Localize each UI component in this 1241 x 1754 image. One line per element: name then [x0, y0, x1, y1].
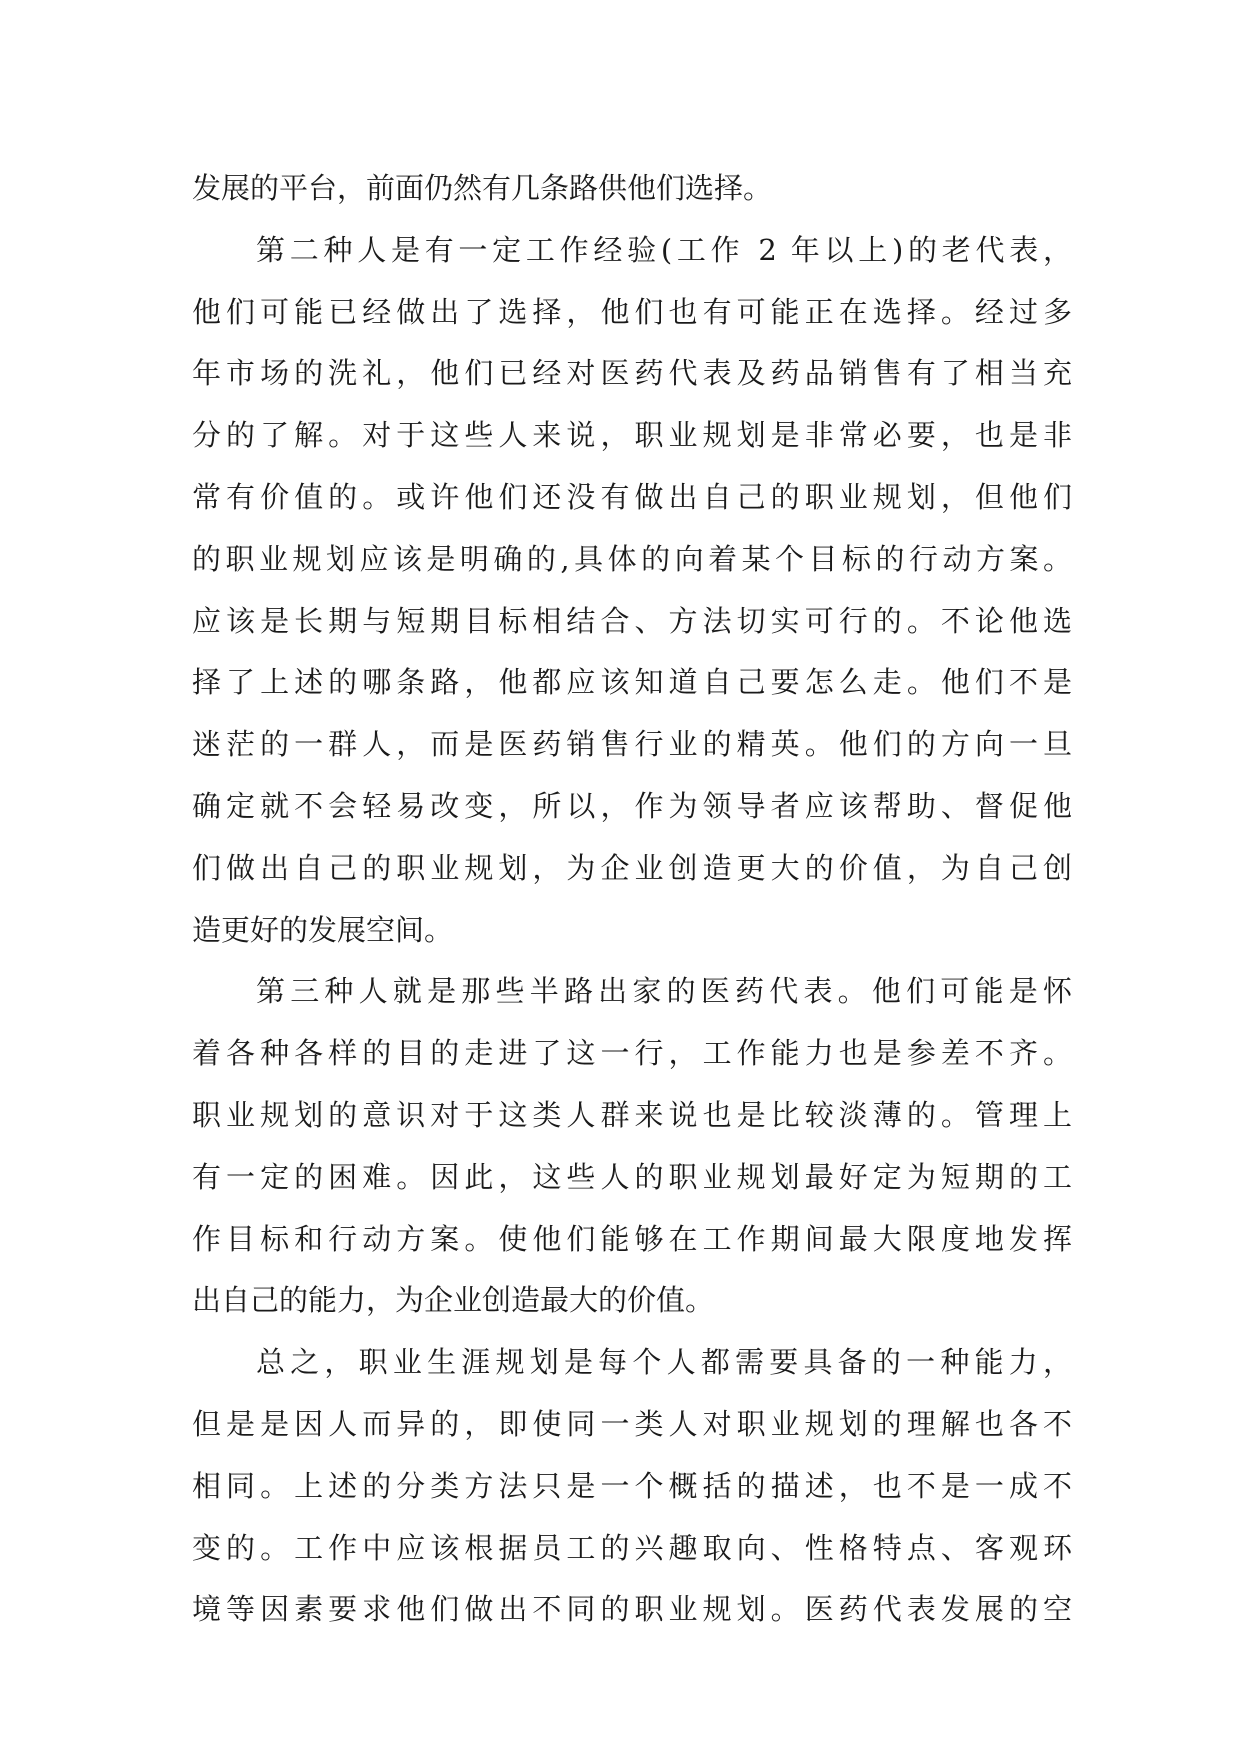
text-line: 有一定的困难。因此，这些人的职业规划最好定为短期的工	[192, 1159, 1072, 1194]
text-line: 他们可能已经做出了选择，他们也有可能正在选择。经过多	[192, 294, 1072, 329]
text-line: 迷茫的一群人，而是医药销售行业的精英。他们的方向一旦	[192, 727, 1072, 762]
body-text	[192, 158, 1072, 1641]
text-line: 职业规划的意识对于这类人群来说也是比较淡薄的。管理上	[192, 1097, 1072, 1132]
text-line: 出自己的能力，为企业创造最大的价值。	[192, 1283, 715, 1318]
text-line: 们做出自己的职业规划，为企业创造更大的价值，为自己创	[192, 850, 1072, 885]
text-line: 变的。工作中应该根据员工的兴趣取向、性格特点、客观环	[192, 1530, 1072, 1565]
text-line: 总之，职业生涯规划是每个人都需要具备的一种能力，	[256, 1345, 1072, 1380]
text-line: 发展的平台，前面仍然有几条路供他们选择。	[192, 171, 773, 205]
text-line: 相同。上述的分类方法只是一个概括的描述，也不是一成不	[192, 1468, 1072, 1503]
text-line: 年市场的洗礼，他们已经对医药代表及药品销售有了相当充	[192, 356, 1072, 391]
text-line: 境等因素要求他们做出不同的职业规划。医药代表发展的空	[192, 1592, 1072, 1627]
text-line: 作目标和行动方案。使他们能够在工作期间最大限度地发挥	[192, 1221, 1072, 1256]
text-line: 分的了解。对于这些人来说，职业规划是非常必要，也是非	[192, 418, 1072, 453]
text-line: 着各种各样的目的走进了这一行，工作能力也是参差不齐。	[192, 1036, 1072, 1071]
text-line: 造更好的发展空间。	[192, 912, 454, 947]
text-line: 确定就不会轻易改变，所以，作为领导者应该帮助、督促他	[192, 788, 1072, 823]
text-line: 但是是因人而异的，即使同一类人对职业规划的理解也各不	[192, 1406, 1072, 1441]
text-line: 第二种人是有一定工作经验(工作 2 年以上)的老代表，	[256, 232, 1072, 267]
text-line: 第三种人就是那些半路出家的医药代表。他们可能是怀	[256, 974, 1072, 1009]
text-line: 常有价值的。或许他们还没有做出自己的职业规划，但他们	[192, 479, 1072, 514]
text-line: 应该是长期与短期目标相结合、方法切实可行的。不论他选	[192, 603, 1072, 638]
text-line: 择了上述的哪条路，他都应该知道自己要怎么走。他们不是	[192, 665, 1072, 700]
text-line: 的职业规划应该是明确的,具体的向着某个目标的行动方案。	[192, 541, 1072, 576]
